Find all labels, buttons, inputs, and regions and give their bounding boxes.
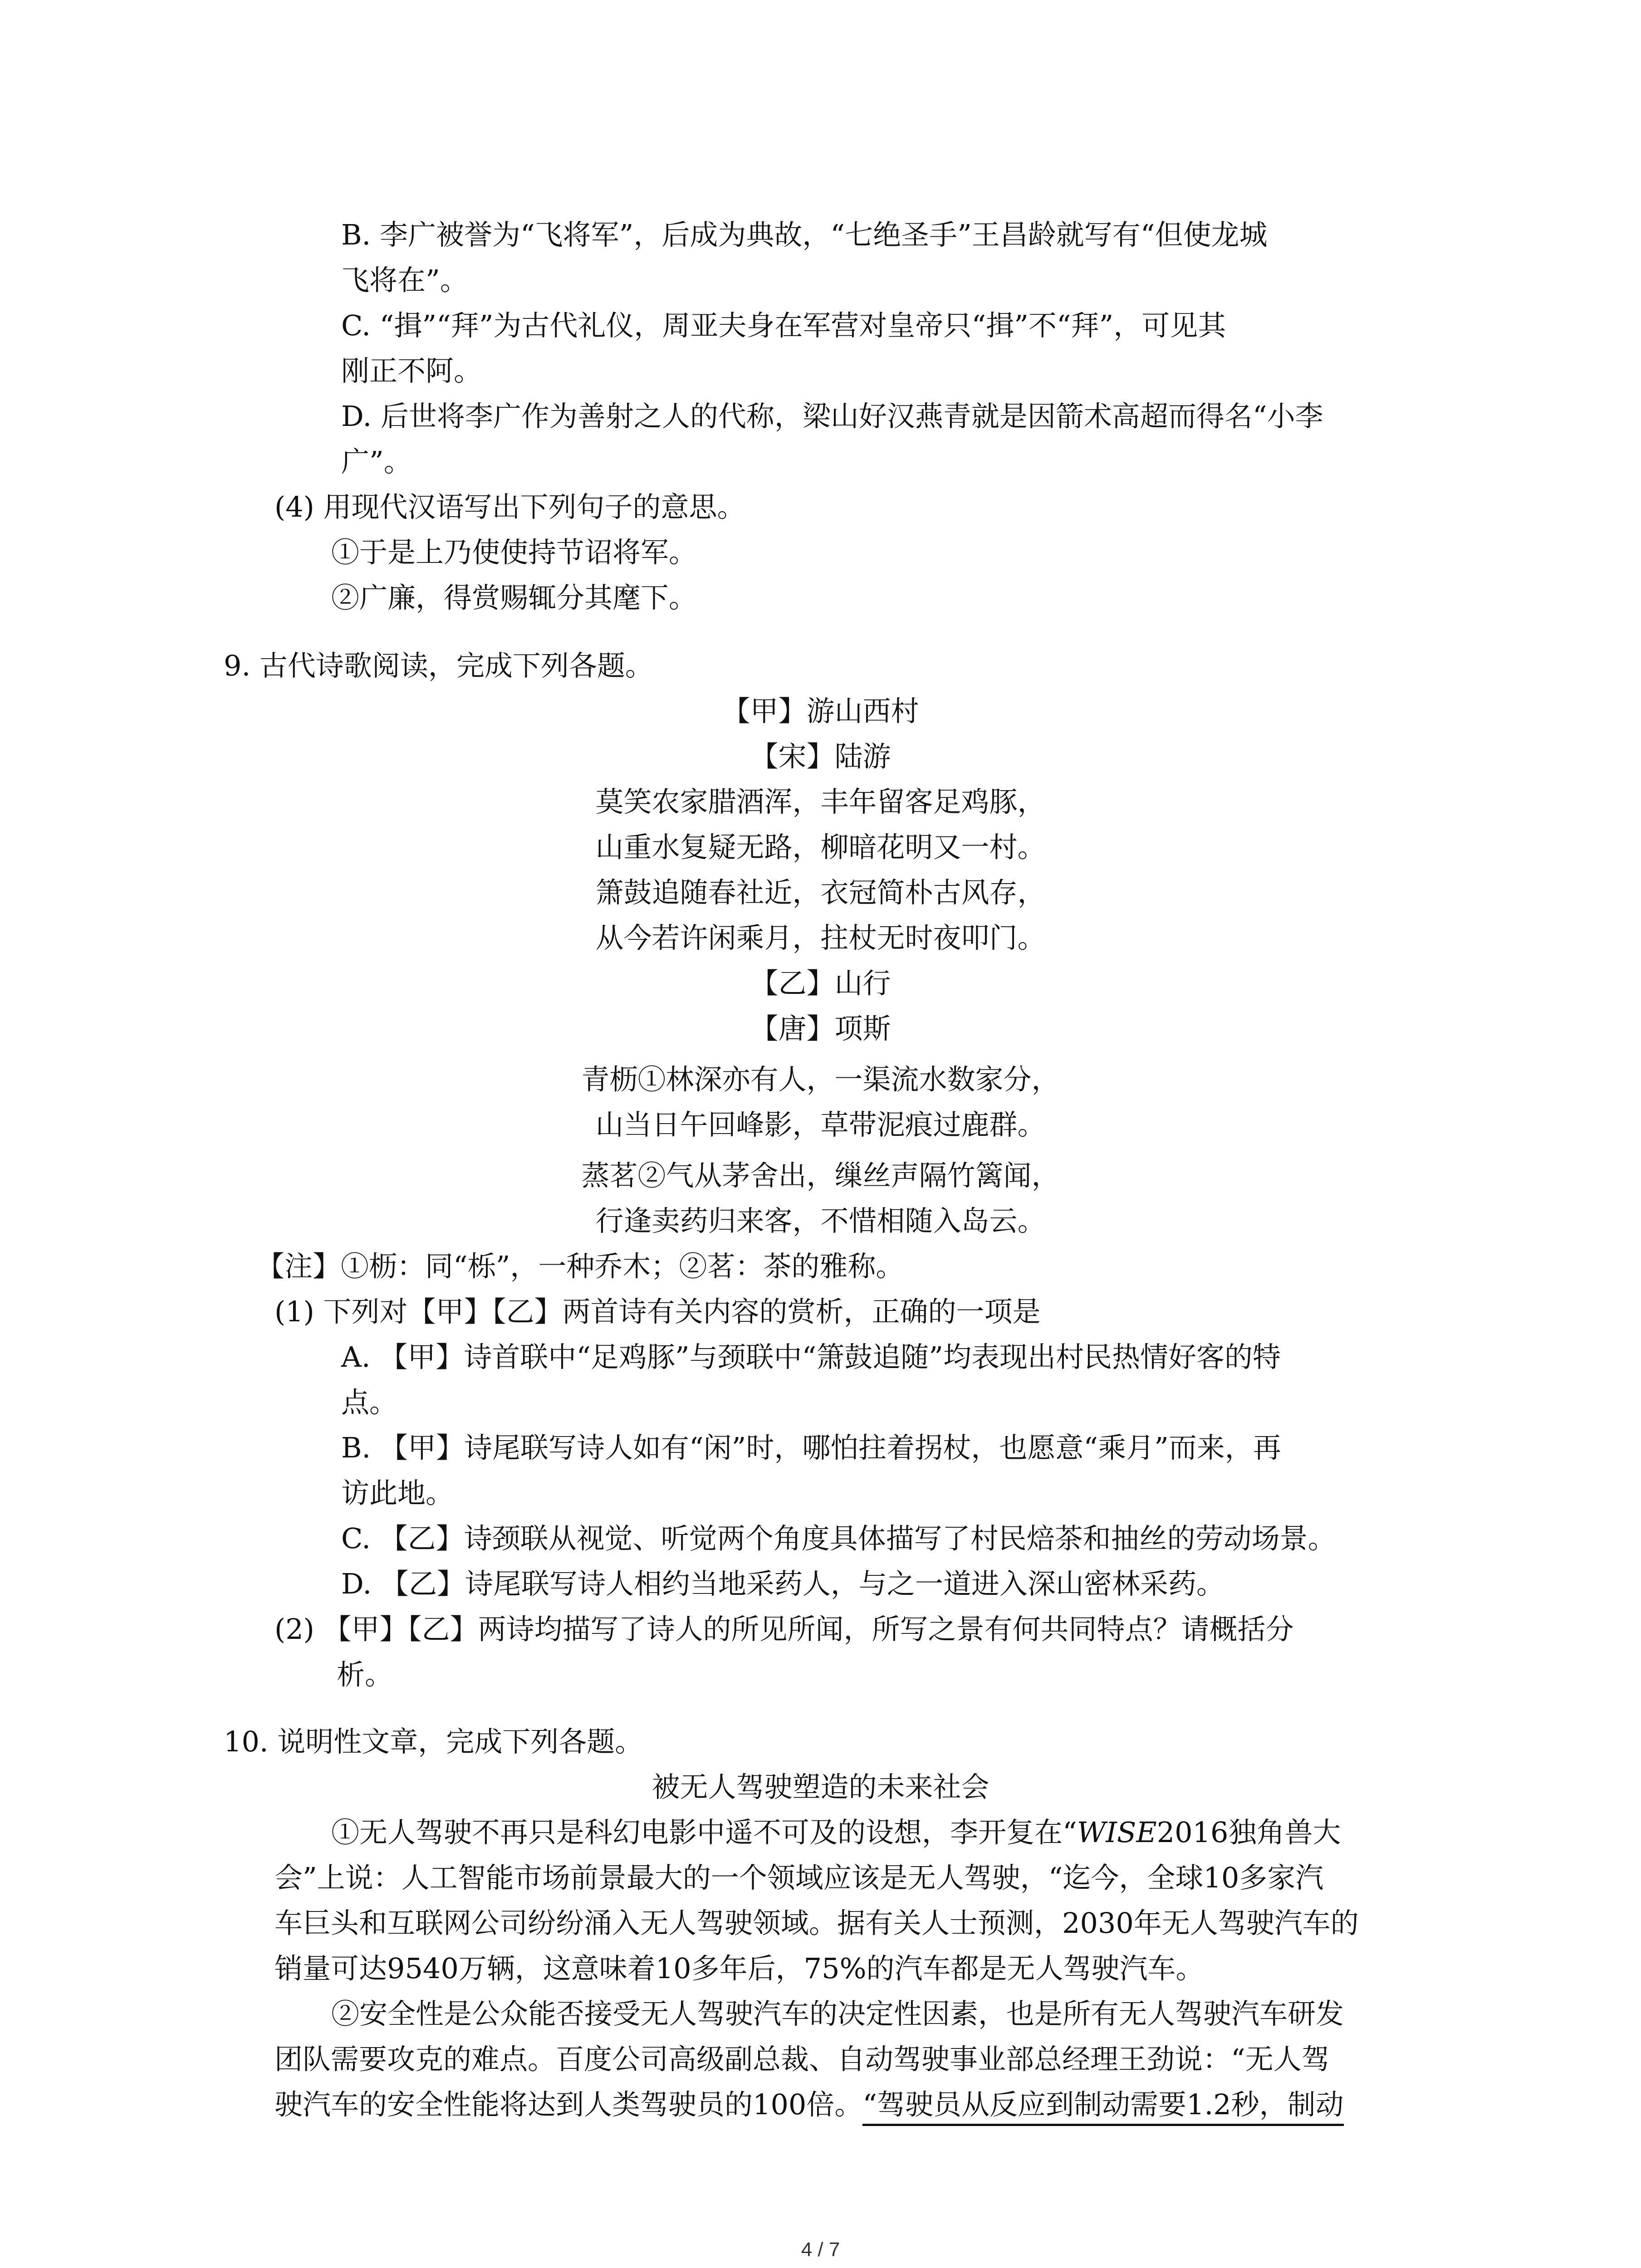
article-p1-line1-text-a: ①无人驾驶不再只是科幻电影中遥不可及的设想，李开复在“: [331, 1816, 1077, 1849]
q9-option-a-line2: 点。: [341, 1386, 398, 1419]
q9-subquestion-1: (1) 下列对【甲】【乙】两首诗有关内容的赏析，正确的一项是: [274, 1295, 1041, 1328]
q8-option-b-line2: 飞将在”。: [341, 264, 468, 297]
page-number: 4 / 7: [801, 2239, 840, 2261]
article-p1-line1-emphasis: WISE: [1077, 1816, 1157, 1849]
q9-heading: 9. 古代诗歌阅读，完成下列各题。: [224, 649, 653, 682]
poem2-author: 【唐】项斯: [750, 1012, 891, 1045]
poem2-line-2: 山当日午回峰影，草带泥痕过鹿群。: [595, 1108, 1046, 1141]
poem1-line-4: 从今若许闲乘月，拄杖无时夜叩门。: [595, 921, 1046, 954]
q10-heading: 10. 说明性文章，完成下列各题。: [224, 1725, 643, 1758]
article-underlined-sentence: “驾驶员从反应到制动需要1.2秒，制动: [862, 2088, 1343, 2126]
q8-option-c-line2: 刚正不阿。: [341, 354, 482, 387]
poem2-line-3: 蒸茗②气从茅舍出，缫丝声隔竹篱闻，: [581, 1159, 1060, 1192]
poem1-line-1: 莫笑农家腊酒浑，丰年留客足鸡豚，: [595, 785, 1046, 818]
poem2-line-4: 行逢卖药归来客，不惜相随入岛云。: [595, 1204, 1046, 1237]
article-title: 被无人驾驶塑造的未来社会: [652, 1770, 989, 1804]
article-p1-line4: 销量可达9540万辆，这意味着10多年后，75%的汽车都是无人驾驶汽车。: [274, 1952, 1204, 1985]
poem1-line-3: 箫鼓追随春社近，衣冠简朴古风存，: [595, 876, 1046, 909]
q9-subquestion-2-line1: (2) 【甲】【乙】两诗均描写了诗人的所见所闻，所写之景有何共同特点？请概括分: [274, 1613, 1294, 1646]
q8-option-d-line2: 广”。: [341, 445, 412, 478]
poem1-author: 【宋】陆游: [750, 740, 891, 773]
article-p1-line3: 车巨头和互联网公司纷纷涌入无人驾驶领域。据有关人士预测，2030年无人驾驶汽车的: [274, 1906, 1359, 1940]
article-p1-line2: 会”上说：人工智能市场前景最大的一个领域应该是无人驾驶，“迄今，全球10多家汽: [274, 1861, 1324, 1894]
q9-option-a-line1: A. 【甲】诗首联中“足鸡豚”与颈联中“箫鼓追随”均表现出村民热情好客的特: [341, 1340, 1281, 1374]
q9-option-c: C. 【乙】诗颈联从视觉、听觉两个角度具体描写了村民焙茶和抽丝的劳动场景。: [341, 1522, 1336, 1555]
article-p2-line1: ②安全性是公众能否接受无人驾驶汽车的决定性因素，也是所有无人驾驶汽车研发: [331, 1997, 1344, 2030]
article-p2-line3-text: 驶汽车的安全性能将达到人类驾驶员的100倍。: [274, 2088, 863, 2121]
article-p1-line1: [331, 1814, 1341, 1851]
poem-note: 【注】①枥：同“栎”，一种乔木；②茗：茶的雅称。: [256, 1250, 904, 1283]
article-p1-line1-text-b: 2016独角兽大: [1156, 1816, 1341, 1849]
poem2-line-1: 青枥①林深亦有人，一渠流水数家分，: [581, 1063, 1060, 1096]
q8-option-d-line1: D. 后世将李广作为善射之人的代称，梁山好汉燕青就是因箭术高超而得名“小李: [341, 400, 1323, 433]
poem1-line-2: 山重水复疑无路，柳暗花明又一村。: [595, 831, 1046, 864]
q9-subquestion-2-line2: 析。: [337, 1658, 393, 1691]
poem2-title: 【乙】山行: [750, 967, 891, 1000]
q8-subquestion-4: (4) 用现代汉语写出下列句子的意思。: [274, 490, 745, 523]
q8-sentence-2: ②广廉，得赏赐辄分其麾下。: [331, 581, 697, 614]
q8-option-b-line1: B. 李广被誉为“飞将军”，后成为典故，“七绝圣手”王昌龄就写有“但使龙城: [341, 218, 1268, 251]
q8-sentence-1: ①于是上乃使使持节诏将军。: [331, 536, 697, 569]
q9-option-d: D. 【乙】诗尾联写诗人相约当地采药人，与之一道进入深山密林采药。: [341, 1567, 1225, 1600]
q8-option-c-line1: C. “揖”“拜”为古代礼仪，周亚夫身在军营对皇帝只“揖”不“拜”，可见其: [341, 309, 1226, 342]
q9-option-b-line1: B. 【甲】诗尾联写诗人如有“闲”时，哪怕拄着拐杖，也愿意“乘月”而来，再: [341, 1431, 1281, 1464]
poem1-title: 【甲】游山西村: [722, 694, 919, 728]
article-p2-line2: 团队需要攻克的难点。百度公司高级副总裁、自动驾驶事业部总经理王劲说：“无人驾: [274, 2043, 1330, 2076]
q9-option-b-line2: 访此地。: [341, 1476, 454, 1510]
article-p2-line3: [274, 2087, 1344, 2123]
